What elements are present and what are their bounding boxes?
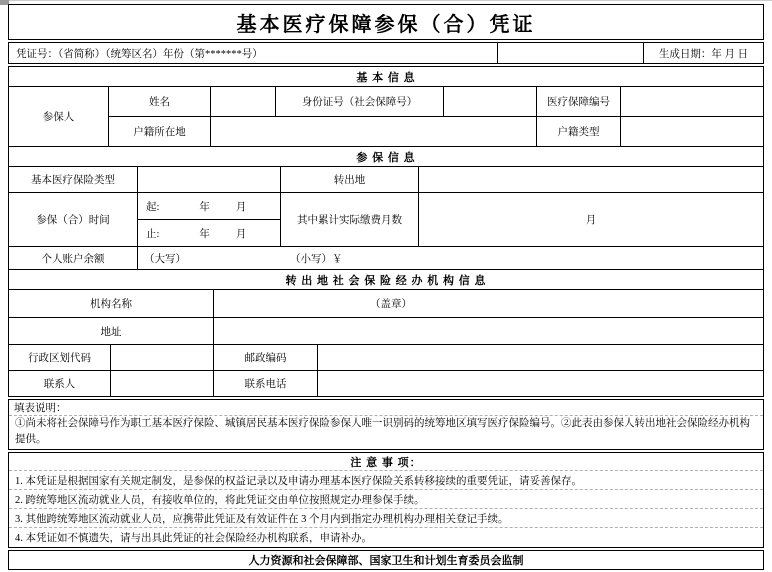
fill-instructions-box xyxy=(8,399,764,450)
main-form-table xyxy=(8,66,764,397)
agency-name-label: 机构名称 xyxy=(9,290,214,317)
start-month-label: 月 xyxy=(235,201,247,213)
contact-phone-value-cell[interactable] xyxy=(318,371,763,396)
start-label: 起: xyxy=(146,201,160,213)
personal-balance-value-cell[interactable] xyxy=(138,247,763,269)
end-year-label: 年 xyxy=(199,228,210,240)
month-unit-label: 月 xyxy=(585,215,597,226)
contact-person-value-cell[interactable] xyxy=(111,371,214,396)
household-type-value-cell[interactable] xyxy=(621,117,763,146)
fill-instructions-title: 填表说明： xyxy=(9,400,763,416)
household-type-label: 户籍类型 xyxy=(537,117,621,146)
note-item-2: 2. 跨统筹地区流动就业人员，有接收单位的，将此凭证交由单位按照规定办理参保手续。 xyxy=(9,490,763,509)
agency-info-section-header: 转 出 地 社 会 保 险 经 办 机 构 信 息 xyxy=(285,274,487,287)
notes-box xyxy=(8,452,764,548)
cumulative-months-value-cell[interactable] xyxy=(419,193,763,246)
name-value-cell[interactable] xyxy=(211,87,276,116)
period-end-cell[interactable] xyxy=(138,220,280,246)
id-number-label: 身份证号（社会保障号） xyxy=(276,87,444,116)
name-label: 姓名 xyxy=(109,87,211,116)
contact-person-label: 联系人 xyxy=(9,371,111,396)
start-year-label: 年 xyxy=(199,201,210,213)
period-start-cell[interactable] xyxy=(138,193,280,220)
window-top-edge xyxy=(0,0,772,1)
note-item-4: 4. 本凭证如不慎遗失，请与出具此凭证的社会保险经办机构联系，申请补办。 xyxy=(15,533,372,544)
issuing-authority-label: 人力资源和社会保障部、国家卫生和计划生育委员会监制 xyxy=(248,555,524,567)
balance-in-figures-label: （小写）￥ xyxy=(290,253,343,265)
generation-date-label: 生成日期：年 月 日 xyxy=(658,48,749,60)
transfer-out-place-label: 转出地 xyxy=(281,167,419,192)
insurance-type-value-cell[interactable] xyxy=(138,167,281,192)
enroll-period-label: 参保（合）时间 xyxy=(9,193,138,246)
footer-box xyxy=(8,550,764,570)
admin-division-code-label: 行政区划代码 xyxy=(9,345,111,370)
postal-code-label: 邮政编码 xyxy=(214,345,318,370)
cert-number-row xyxy=(8,42,764,64)
household-location-value-cell[interactable] xyxy=(211,117,537,146)
certificate-document xyxy=(8,4,764,572)
transfer-out-place-value-cell[interactable] xyxy=(419,167,763,192)
note-item-3: 3. 其他跨统筹地区流动就业人员，应携带此凭证及有效证件在 3 个月内到指定办理机构办理相关登记手续。 xyxy=(9,509,763,528)
cert-number-value-cell[interactable] xyxy=(498,43,644,63)
agency-name-value-cell[interactable] xyxy=(214,290,763,317)
enroll-info-section-header: 参 保 信 息 xyxy=(356,151,416,164)
cumulative-months-label: 其中累计实际缴费月数 xyxy=(281,193,419,246)
address-label: 地址 xyxy=(9,318,214,344)
postal-code-value-cell[interactable] xyxy=(318,345,763,370)
cert-number-label: 凭证号：（省简称）（统筹区名）年份（第*******号） xyxy=(9,43,498,63)
personal-balance-label: 个人账户余额 xyxy=(9,247,138,269)
medical-insurance-no-value-cell[interactable] xyxy=(621,87,763,116)
page-title: 基本医疗保障参保（合）凭证 xyxy=(236,13,536,36)
admin-division-code-value-cell[interactable] xyxy=(111,345,214,370)
address-value-cell[interactable] xyxy=(214,318,763,344)
end-label: 止: xyxy=(146,228,160,240)
contact-phone-label: 联系电话 xyxy=(214,371,318,396)
note-item-1: 1. 本凭证是根据国家有关规定制发，是参保的权益记录以及申请办理基本医疗保险关系转移接续的重要凭证，请妥善保存。 xyxy=(9,471,763,490)
insured-person-label: 参保人 xyxy=(9,87,109,146)
title-box xyxy=(8,4,764,40)
id-number-value-cell[interactable] xyxy=(444,87,537,116)
notes-section-header: 注 意 事 项： xyxy=(9,453,763,471)
basic-info-section-header: 基 本 信 息 xyxy=(356,71,416,84)
seal-label: （盖章） xyxy=(370,299,412,310)
household-location-label: 户籍所在地 xyxy=(109,117,211,146)
medical-insurance-no-label: 医疗保障编号 xyxy=(537,87,621,116)
fill-instructions-body: ①尚未将社会保障号作为职工基本医疗保险、城镇居民基本医疗保险参保人唯一识别码的统筹地区填写医疗保险编号。②此表由参保人转出地社会保险经办机构提供。 xyxy=(15,418,750,445)
insurance-type-label: 基本医疗保险类型 xyxy=(9,167,138,192)
balance-in-words-label: （大写） xyxy=(144,253,186,265)
end-month-label: 月 xyxy=(235,228,247,240)
